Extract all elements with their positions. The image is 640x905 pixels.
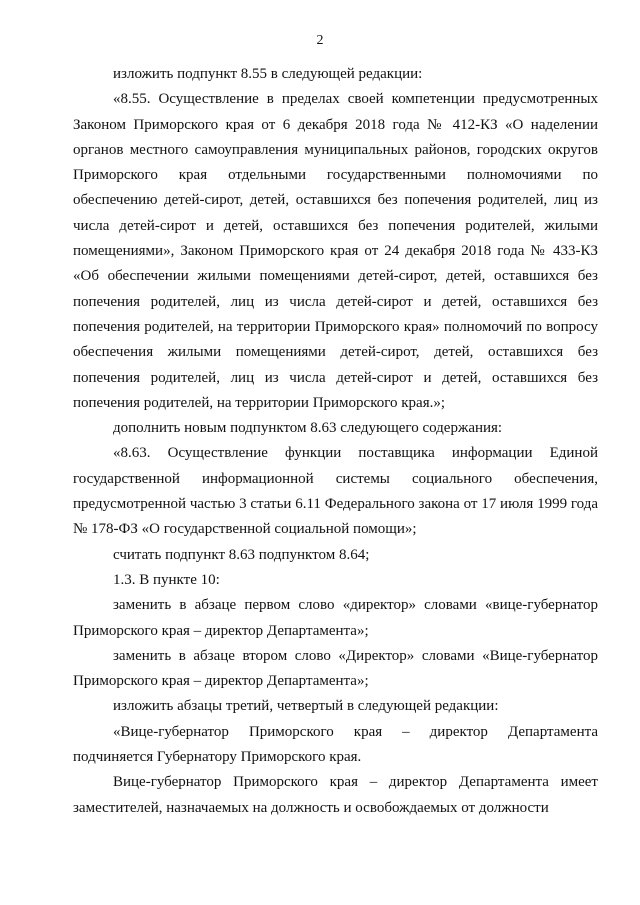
paragraph: Вице-губернатор Приморского края – директор Департамента имеет заместителей, назначаемых на должность и освобождаемых от должности	[73, 774, 598, 816]
paragraph: изложить абзацы третий, четвертый в следующей редакции:	[113, 698, 499, 715]
paragraph: изложить подпункт 8.55 в следующей редакции:	[113, 66, 423, 82]
document-body	[73, 62, 598, 821]
paragraph: «Вице-губернатор Приморского края – директор Департамента подчиняется Губернатору Приморского края.	[73, 723, 598, 766]
paragraph: заменить в абзаце первом слово «директор» словами «вице-губернатор Приморского края – директор Департамента»;	[73, 597, 598, 639]
paragraph: считать подпункт 8.63 подпунктом 8.64;	[113, 546, 370, 563]
paragraph: дополнить новым подпунктом 8.63 следующего содержания:	[113, 420, 503, 437]
paragraph: заменить в абзаце втором слово «Директор» словами «Вице-губернатор Приморского края – директор Департамента»;	[73, 647, 598, 690]
paragraph: 1.3. В пункте 10:	[113, 571, 220, 588]
paragraph: «8.63. Осуществление функции поставщика информации Единой государственной информационной системы социального обеспечения, предусмотренной частью 3 статьи 6.11 Федерального закона от 17 июля 1999 года № 178-ФЗ «О государственной социальной помощи»;	[73, 445, 598, 538]
paragraph: «8.55. Осуществление в пределах своей компетенции предусмотренных Законом Приморского края от 6 декабря 2018 года № 412-КЗ «О наделении органов местного самоуправления муниципальных районов, городских округов Приморского края отдельными государственными полномочиями по обеспечению детей-сирот, детей, оставшихся без попечения родителей, лиц из числа детей-сирот и детей, оставшихся без попечения родителей, жилыми помещениями», Законом Приморского края от 24 декабря 2018 года № 433-КЗ «Об обеспечении жилыми помещениями детей-сирот, детей, оставшихся без попечения родителей, лиц из числа детей-сирот и детей, оставшихся без попечения родителей, на территории Приморского края» полномочий по вопросу обеспечения жилыми помещениями детей-сирот, детей, оставшихся без попечения родителей, лиц из числа детей-сирот и детей, оставшихся без попечения родителей, на территории Приморского края.»;	[73, 91, 598, 411]
page-number: 2	[316, 33, 324, 48]
